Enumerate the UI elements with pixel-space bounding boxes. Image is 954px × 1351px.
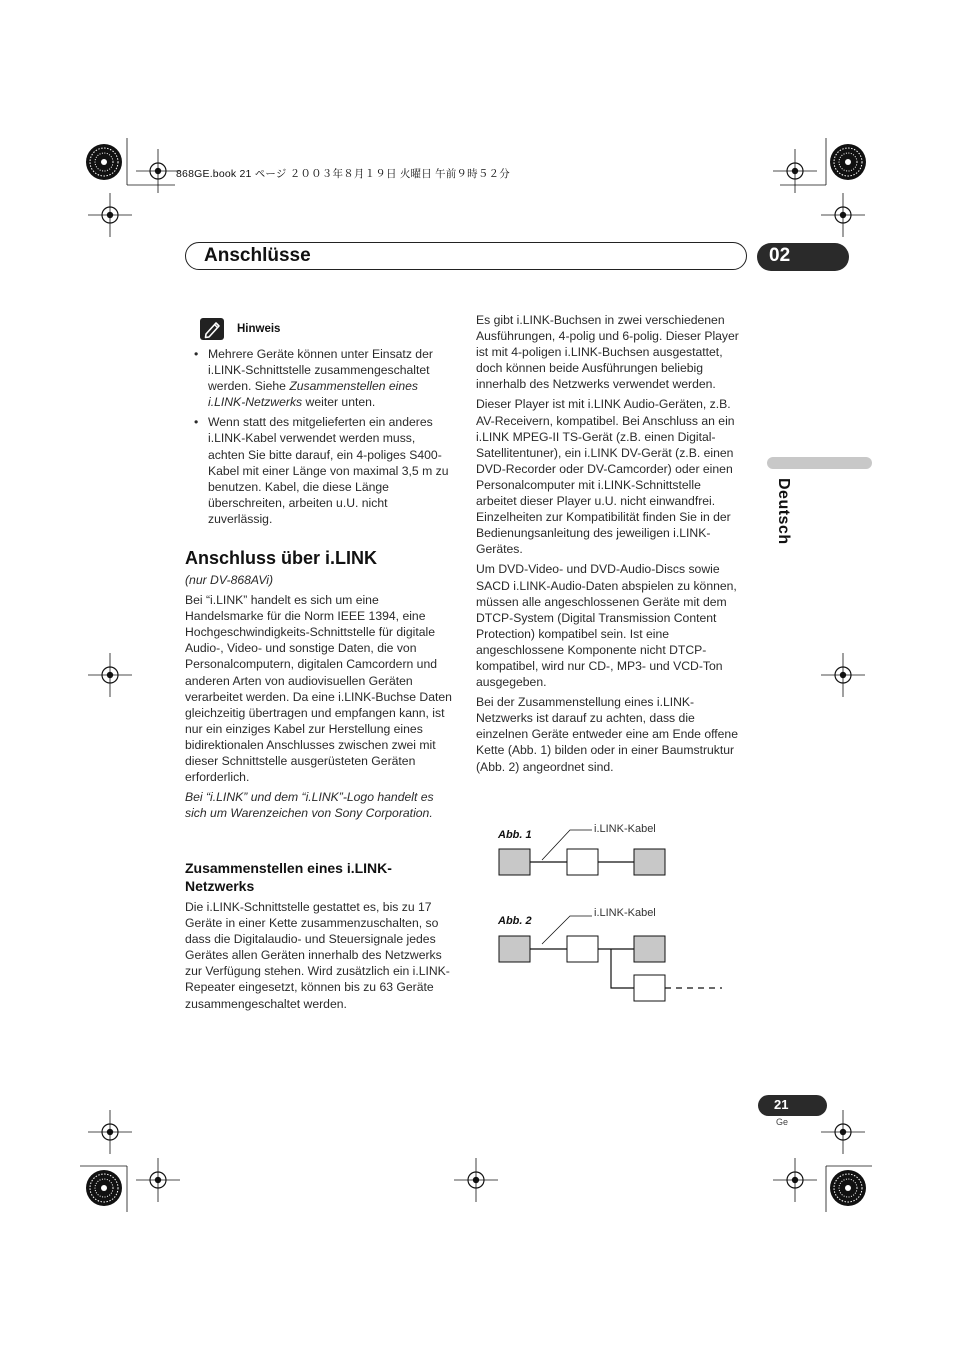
chapter-badge xyxy=(757,243,849,271)
list-item xyxy=(192,346,454,410)
device-box xyxy=(634,975,665,1001)
note-text: Wenn statt des mitgelieferten ein anderes i.LINK-Kabel verwendet werden muss, achten Sie bitte darauf, ein 4-poliges S400-Kabel mit einer Länge von maximal 3,5 m zu benutzen. Kabel, die diese Länge überschreiten, arbeiten u.U. nicht zuverlässig. xyxy=(208,415,449,526)
subsection-body xyxy=(185,899,453,1016)
right-column xyxy=(476,312,744,779)
note-text: Mehrere Geräte können unter Einsatz der i.LINK-Schnittstelle zusammengeschaltet werden. Siehe xyxy=(208,347,433,394)
note-list xyxy=(192,346,454,531)
section-heading: Anschluss über i.LINK xyxy=(185,548,378,568)
registration-star-icon xyxy=(830,1170,866,1206)
network-diagram xyxy=(490,820,730,1010)
section-paragraph: Bei “i.LINK” handelt es sich um eine Handelsmarke für die Norm IEEE 1394, eine Hochgeschwindigkeits-Schnittstelle für digitale Audio-, Video- und sonstige Daten, die von Personalcomputern, digitalen Camcordern und anderen Arten von audiovisuellen Geräten verarbeitet werden. Da eine i.LINK-Buchse Daten gleichzeitig übertragen und empfangen kann, ist nur ein einziges Kabel zur Herstellung eines bidirektionalen Anschlusses zwischen zwei mit dieser Schnittstelle ausgerüsteten Geräten erforderlich. xyxy=(185,593,452,785)
device-box xyxy=(634,936,665,962)
device-box xyxy=(499,849,530,875)
trademark-note: Bei “i.LINK” und dem “i.LINK”-Logo handelt es sich um Warenzeichen von Sony Corporation. xyxy=(185,790,434,821)
language-tab-bar xyxy=(767,457,872,469)
device-box xyxy=(634,849,665,875)
section-body xyxy=(185,572,453,825)
registration-star-icon xyxy=(830,144,866,180)
device-box xyxy=(567,936,598,962)
device-box xyxy=(567,849,598,875)
figure-2-cable-label: i.LINK-Kabel xyxy=(594,907,656,919)
page-number: 21 xyxy=(774,1097,789,1112)
section-title-bar xyxy=(185,242,747,270)
figure-1-cable-label: i.LINK-Kabel xyxy=(594,823,656,835)
subsection-paragraph: Die i.LINK-Schnittstelle gestattet es, bis zu 17 Geräte in einer Kette zusammenzuschalten, so dass die Digitalaudio- und Steuersignale jedes Gerätes allen Geräten innerhalb des Netzwerks zur Verfügung stehen. Wird zusätzlich ein i.LINK-Repeater eingesetzt, können bis zu 63 Geräte zusammengeschaltet werden. xyxy=(185,900,450,1011)
subsection-heading: Zusammenstellen eines i.LINK-Netzwerks xyxy=(185,860,392,894)
paragraph: Bei der Zusammenstellung eines i.LINK-Netzwerks ist darauf zu achten, dass die einzelnen Geräte entweder eine am Ende offene Kette (Abb. 1) bilden oder in einer Baumstruktur (Abb. 2) angeordnet sind. xyxy=(476,695,738,774)
figure-2-label: Abb. 2 xyxy=(498,915,532,927)
note-header xyxy=(200,318,450,342)
language-label: Deutsch xyxy=(775,478,792,545)
page-language-code: Ge xyxy=(776,1117,789,1127)
note-title: Hinweis xyxy=(237,323,281,335)
model-note: (nur DV-868AVi) xyxy=(185,573,274,587)
page-title: Anschlüsse xyxy=(204,245,311,266)
print-info: 868GE.book 21 ページ ２００３年８月１９日 火曜日 午前９時５２分 xyxy=(176,168,510,180)
note-text: weiter unten. xyxy=(302,395,376,410)
registration-star-icon xyxy=(86,144,122,180)
paragraph: Um DVD-Video- und DVD-Audio-Discs sowie SACD i.LINK-Audio-Daten abspielen zu können, müssen alle angeschlossenen Geräte mit dem DTCP-System (Digital Transmission Content Protection) kompatibel sein. Ist eine angeschlossene Komponente nicht DTCP-kompatibel, wird nur CD-, MP3- und VCD-Ton ausgegeben. xyxy=(476,562,737,690)
paragraph: Dieser Player ist mit i.LINK Audio-Geräten, z.B. AV-Receivern, kompatibel. Bei Anschluss an ein i.LINK MPEG-II TS-Gerät (z.B. einen Digital-Satellitentuner), ein i.LINK DV-Gerät (z.B. einen DVD-Recorder oder DV-Camcorder) oder einen Personalcomputer mit i.LINK-Schnittstelle arbeitet dieser Player u.U. nicht einwandfrei. Einzelheiten zur Kompatibilität finden Sie in der Bedienungsanleitung des jeweiligen i.LINK-Gerätes. xyxy=(476,397,735,557)
registration-star-icon xyxy=(86,1170,122,1206)
paragraph: Es gibt i.LINK-Buchsen in zwei verschiedenen Ausführungen, 4-polig und 6-polig. Dieser Player ist mit 4-poligen i.LINK-Buchsen ausgestattet, doch können beide Ausführungen beliebig innerhalb des Netzwerks verwendet werden. xyxy=(476,313,739,392)
pencil-note-icon xyxy=(200,318,224,340)
cross-reference: Zusammenstellen eines i.LINK-Netzwerks xyxy=(208,379,419,410)
figure-1-label: Abb. 1 xyxy=(498,829,532,841)
device-box xyxy=(499,936,530,962)
list-item xyxy=(192,414,454,527)
chapter-number: 02 xyxy=(769,245,791,266)
page-number-badge xyxy=(758,1095,827,1116)
